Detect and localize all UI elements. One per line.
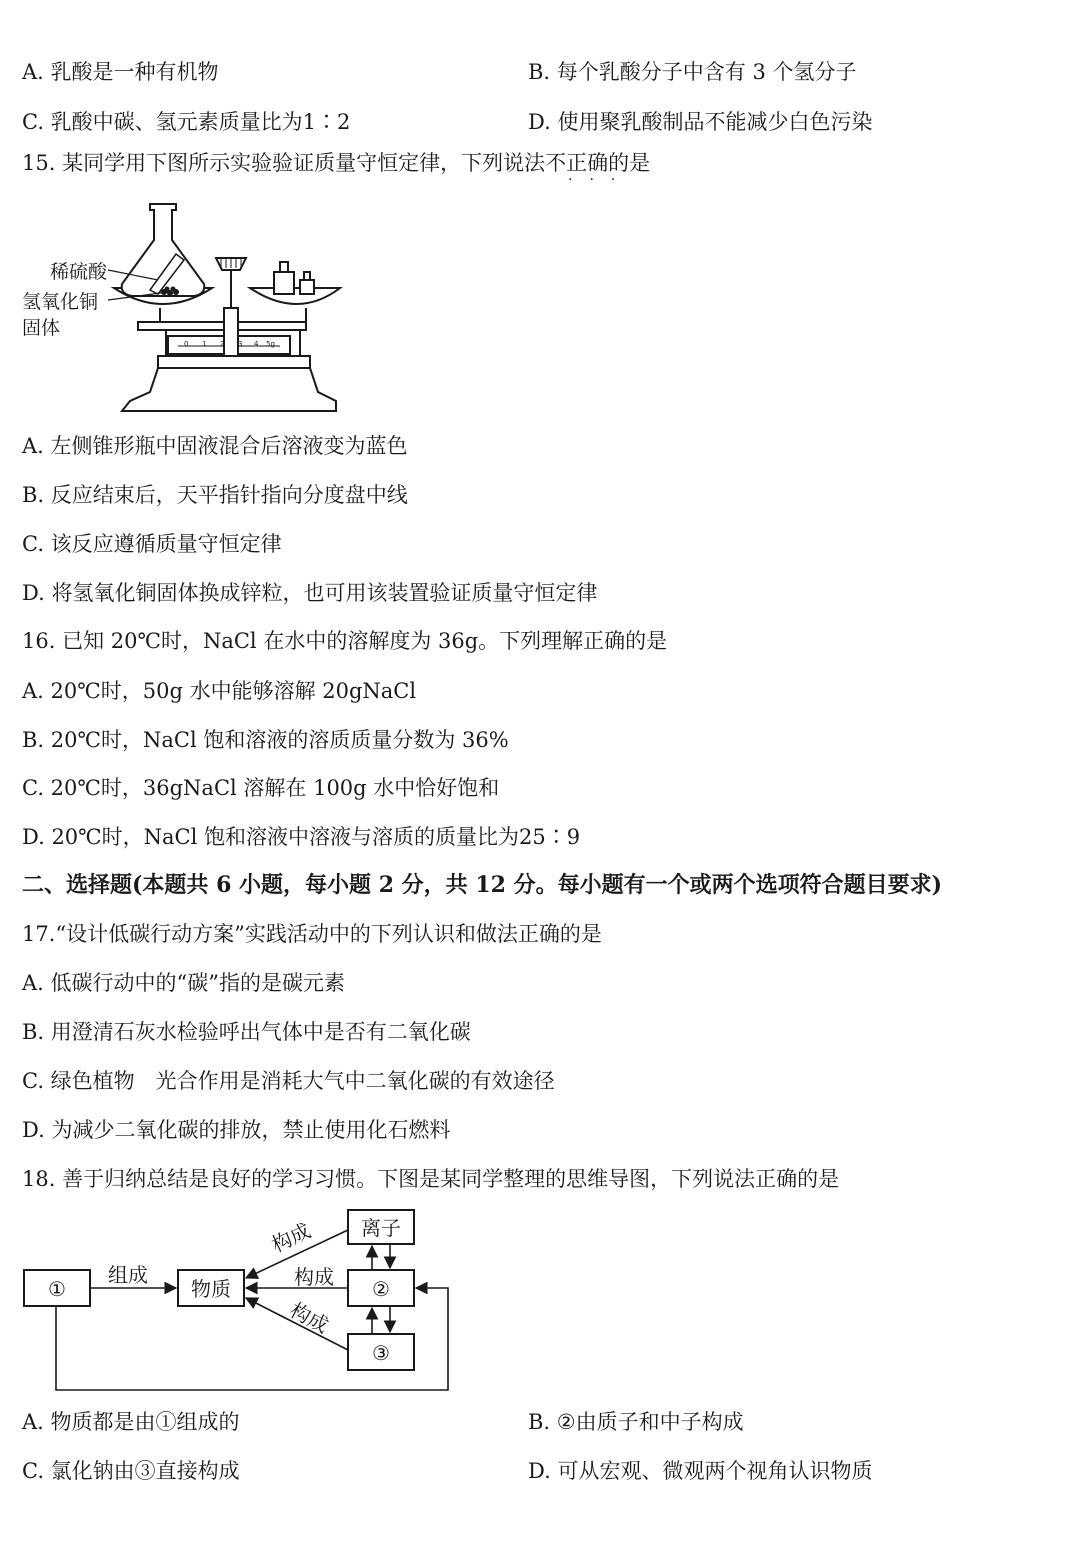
q18-option-d: D. 可从宏观、微观两个视角认识物质	[528, 1459, 873, 1483]
diagram-box-1: ①	[48, 1277, 66, 1301]
emphasis-dots: ···	[568, 172, 633, 188]
q18-stem: 18. 善于归纳总结是良好的学习习惯。下图是某同学整理的思维导图，下列说法正确的是	[22, 1167, 840, 1191]
q18-option-b: B. ②由质子和中子构成	[528, 1410, 744, 1434]
diagram-box-3: ③	[372, 1341, 390, 1365]
q16-stem: 16. 已知 20℃时，NaCl 在水中的溶解度为 36g。下列理解正确的是	[22, 629, 668, 653]
mind-map-diagram	[18, 1200, 458, 1400]
q14-option-b: B. 每个乳酸分子中含有 3 个氢分子	[528, 60, 857, 84]
scale-tick-3: 3	[238, 340, 243, 348]
diagram-label-constitute-top: 构成	[267, 1218, 315, 1257]
q16-option-c: C. 20℃时，36gNaCl 溶解在 100g 水中恰好饱和	[22, 776, 500, 800]
q17-option-d: D. 为减少二氧化碳的排放，禁止使用化石燃料	[22, 1118, 451, 1142]
q17-stem: 17.“设计低碳行动方案”实践活动中的下列认识和做法正确的是	[22, 922, 602, 946]
diagram-ion: 离子	[361, 1216, 401, 1240]
q15-option-b: B. 反应结束后，天平指针指向分度盘中线	[22, 483, 408, 507]
diagram-label-compose: 组成	[108, 1263, 148, 1287]
q14-option-a: A. 乳酸是一种有机物	[22, 60, 219, 84]
q15-option-a: A. 左侧锥形瓶中固液混合后溶液变为蓝色	[22, 434, 408, 458]
balance-experiment-figure	[18, 196, 348, 421]
q16-option-b: B. 20℃时，NaCl 饱和溶液的溶质质量分数为 36%	[22, 728, 509, 752]
label-solid: 固体	[22, 317, 61, 339]
diagram-substance: 物质	[191, 1277, 231, 1301]
section-2-heading: 二、选择题(本题共 6 小题，每小题 2 分，共 12 分。每小题有一个或两个选项符合题目要求)	[22, 872, 943, 898]
label-dilute-sulfuric-acid: 稀硫酸	[50, 261, 108, 283]
q15-option-d: D. 将氢氧化铜固体换成锌粒，也可用该装置验证质量守恒定律	[22, 581, 598, 605]
q14-option-d: D. 使用聚乳酸制品不能减少白色污染	[528, 110, 873, 134]
scale-tick-5g: 5g	[266, 340, 275, 348]
q17-option-a: A. 低碳行动中的“碳”指的是碳元素	[22, 971, 345, 995]
q16-option-d: D. 20℃时，NaCl 饱和溶液中溶液与溶质的质量比为25∶9	[22, 825, 581, 849]
label-copper-hydroxide: 氢氧化铜	[22, 291, 99, 313]
scale-tick-1: 1	[202, 340, 207, 348]
diagram-label-constitute-bottom: 构成	[285, 1297, 333, 1338]
scale-tick-2: 2	[220, 340, 225, 348]
diagram-box-2: ②	[372, 1277, 390, 1301]
q16-option-a: A. 20℃时，50g 水中能够溶解 20gNaCl	[22, 679, 417, 703]
q18-option-c: C. 氯化钠由③直接构成	[22, 1459, 240, 1483]
q17-option-c: C. 绿色植物 光合作用是消耗大气中二氧化碳的有效途径	[22, 1069, 555, 1093]
q15-option-c: C. 该反应遵循质量守恒定律	[22, 532, 282, 556]
scale-tick-4: 4	[254, 340, 259, 348]
scale-tick-0: 0	[184, 340, 189, 348]
q17-option-b: B. 用澄清石灰水检验呼出气体中是否有二氧化碳	[22, 1020, 471, 1044]
q14-option-c: C. 乳酸中碳、氢元素质量比为1∶2	[22, 110, 351, 134]
q18-option-a: A. 物质都是由①组成的	[22, 1410, 240, 1434]
q15-stem: 15. 某同学用下图所示实验验证质量守恒定律，下列说法不正确的是	[22, 151, 651, 175]
diagram-label-constitute-mid: 构成	[294, 1265, 334, 1289]
